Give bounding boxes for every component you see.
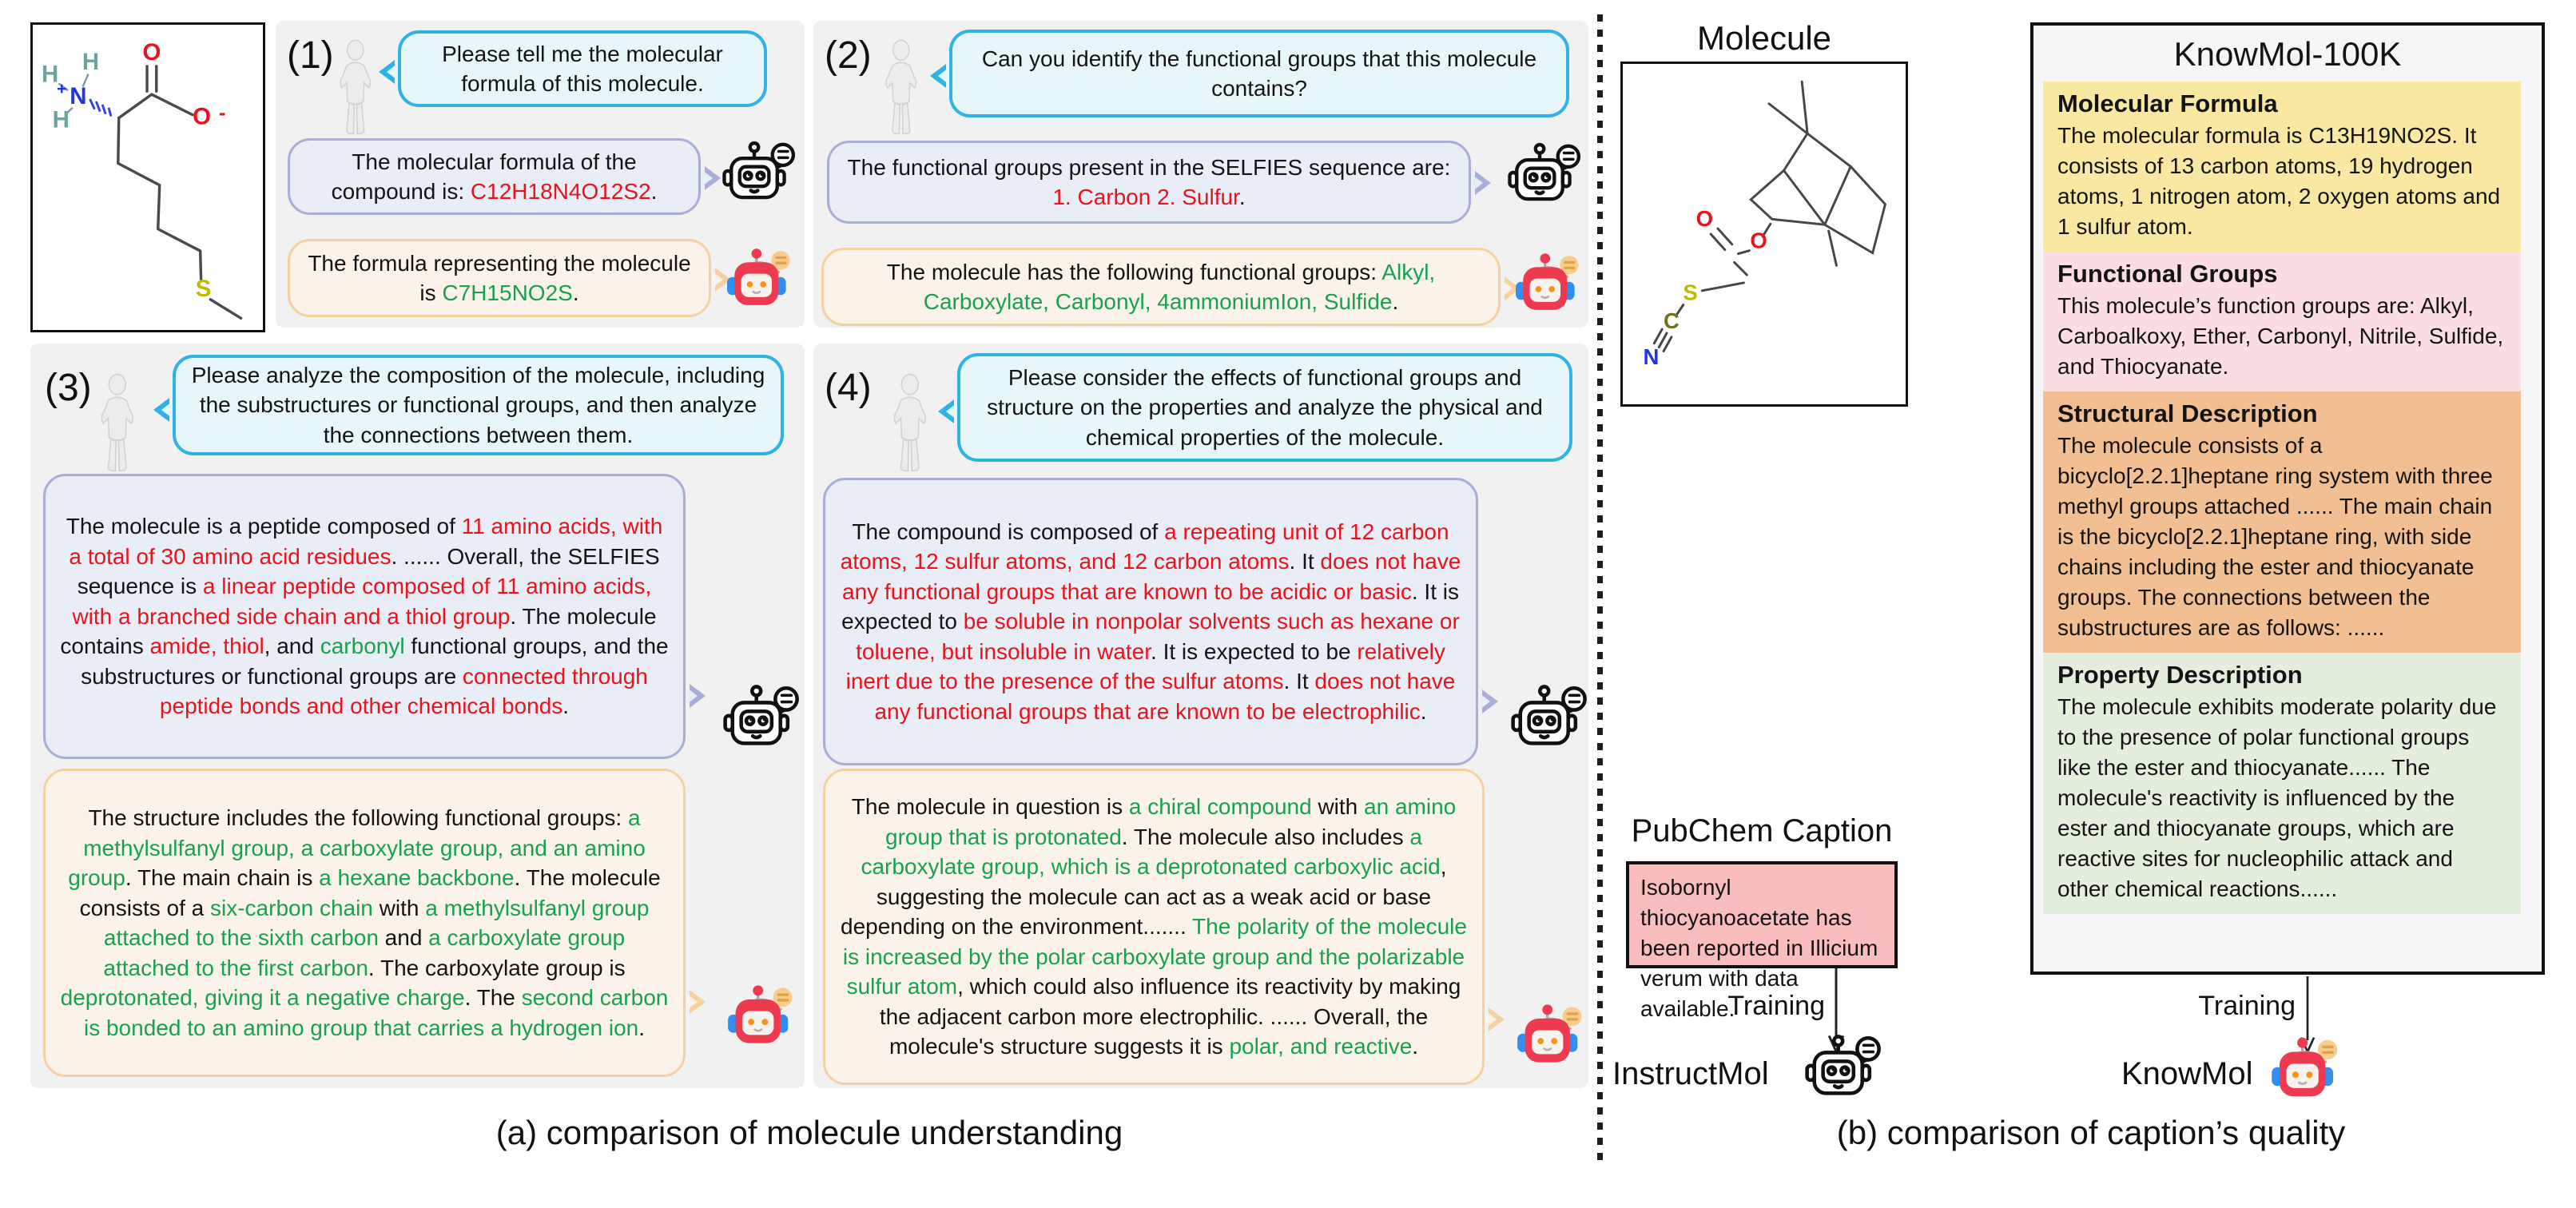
figure-caption-a: (a) comparison of molecule understanding xyxy=(495,1114,1123,1151)
atom-s-icon: S xyxy=(195,275,212,302)
km-section-molecular-formula xyxy=(2043,81,2521,252)
user-question-text: Please tell me the molecular formula of this molecule. xyxy=(442,41,723,96)
panel-1-number: (1) xyxy=(287,34,334,77)
atom-n-icon: N xyxy=(1643,344,1660,370)
panel-1 xyxy=(276,21,805,328)
instructmol-answer-bubble xyxy=(827,141,1471,224)
knowmol-answer-bubble xyxy=(43,769,686,1077)
left-molecule-structure-svg xyxy=(33,25,263,330)
pubchem-title: PubChem Caption xyxy=(1631,813,1893,848)
user-figure-icon xyxy=(88,372,145,475)
user-question-text: Please consider the effects of functional groups and structure on the properties and analyze the physical and chemical properties of the molecule. xyxy=(987,364,1543,450)
knowmol-answer-text: The structure includes the following functional groups: a methylsulfanyl group, a carboxylate group, and an amino group. The main chain is a hexane backbone. The molecule consists of a six-carbon chain with a methylsulfanyl group attached to the sixth carbon and a carboxylate group attached to the first carbon. The carboxylate group is deprotonated, giving it a negative charge. The second carbon is bonded to an amino group that carries a hydrogen ion. xyxy=(60,805,669,1040)
user-figure-icon xyxy=(873,38,928,137)
knowmol-answer-bubble xyxy=(821,248,1501,326)
user-question-bubble xyxy=(949,30,1569,117)
atom-o-icon: O xyxy=(193,103,212,130)
atom-c-icon: C xyxy=(1664,308,1680,333)
instructmol-answer-text: The molecular formula of the compound is: C12H18N4O12S2. xyxy=(331,149,658,204)
charge-plus-icon: + xyxy=(56,78,67,99)
user-question-bubble xyxy=(173,355,784,455)
atom-n-icon: N xyxy=(70,82,87,109)
instructmol-robot-icon xyxy=(722,139,798,208)
user-question-text: Please analyze the composition of the molecule, including the substructures or functional groups, and then analyze the connections between them. xyxy=(191,362,765,447)
panel-4 xyxy=(813,344,1588,1088)
km-section-heading: Structural Description xyxy=(2057,399,2318,427)
instructmol-label: InstructMol xyxy=(1612,1056,1769,1091)
instructmol-answer-text: The compound is composed of a repeating unit of 12 carbon atoms, 12 sulfur atoms, and 12 carbon atoms. It does not have any functional groups that are known to be acidic or basic. It is expected to be soluble in nonpolar solvents such as hexane or toluene, but insoluble in water. It is expected to be relatively inert due to the presence of the sulfur atoms. It does not have any functional groups that are known to be electrophilic. xyxy=(840,519,1461,724)
atom-s-icon: S xyxy=(1683,280,1698,305)
km-section-body: This molecule’s function groups are: Alkyl, Carboalkoxy, Ether, Carbonyl, Nitrile, Sulfide, and Thiocyanate. xyxy=(2057,293,2504,379)
instructmol-robot-icon xyxy=(1507,141,1584,209)
section-divider xyxy=(1597,14,1603,1163)
atom-h-icon: H xyxy=(52,106,70,133)
panel-3 xyxy=(30,344,805,1088)
instructmol-robot-icon xyxy=(722,682,802,754)
knowmol-answer-bubble xyxy=(288,239,711,317)
instructmol-answer-text: The functional groups present in the SELFIES sequence are: 1. Carbon 2. Sulfur. xyxy=(847,154,1451,209)
km-section-heading: Property Description xyxy=(2057,661,2303,689)
knowmol-answer-text: The molecule in question is a chiral compound with an amino group that is protonated. The molecule also includes a carboxylate group, which is a deprotonated carboxylic acid, suggesting the molecule can act as a weak acid or base depending on the environment....... The polarity of the molecule is increased by the polar carboxylate group and the polarizable sulfur atom, which could also influence its reactivity by making the adjacent carbon more electrophilic. ...... Overall, the molecule's structure suggests it is polar, and reactive. xyxy=(841,794,1467,1059)
atom-o-icon: O xyxy=(142,39,161,66)
panel-2 xyxy=(813,21,1588,328)
panel-3-number: (3) xyxy=(45,367,92,409)
knowmol-robot-icon xyxy=(1513,997,1588,1072)
knowmol-robot-icon xyxy=(724,978,799,1053)
instructmol-answer-bubble xyxy=(288,138,701,215)
km-section-heading: Molecular Formula xyxy=(2057,89,2278,117)
atom-o-icon: O xyxy=(1695,206,1713,232)
panel-4-number: (4) xyxy=(825,367,872,409)
instructmol-answer-bubble xyxy=(823,478,1478,765)
km-section-functional-groups xyxy=(2043,252,2521,391)
instructmol-answer-text: The molecule is a peptide composed of 11 amino acids, with a total of 30 amino acid residues. ...... Overall, the SELFIES sequence is a linear peptide composed of 11 amino acids, with a branched side chain and a thiol group. The molecule contains amide, thiol, and carbonyl functional groups, and the substructures or functional groups are connected through peptide bonds and other chemical bonds. xyxy=(60,514,669,719)
left-molecule-image xyxy=(30,22,265,332)
pubchem-caption-text: Isobornyl thiocyanoacetate has been reported in Illicium verum with data available. xyxy=(1640,875,1878,1021)
figure-caption-b: (b) comparison of caption’s quality xyxy=(1836,1114,2346,1151)
knowmol-label: KnowMol xyxy=(2121,1056,2253,1091)
knowmol-panel xyxy=(2030,22,2545,975)
atom-o-icon: O xyxy=(1750,228,1767,253)
knowmol-robot-icon xyxy=(1512,246,1585,320)
km-section-structural-description xyxy=(2043,391,2521,653)
km-section-property-description xyxy=(2043,653,2521,914)
user-question-bubble xyxy=(957,353,1572,462)
user-figure-icon xyxy=(881,372,938,475)
km-section-body: The molecule exhibits moderate polarity due to the presence of polar functional groups like the ester and thiocyanate...... The molecule's reactivity is influenced by the ester and thiocyanate groups, which are reactive sites for nucleophilic attack and other chemical reactions...... xyxy=(2057,694,2497,901)
knowmol-robot-icon xyxy=(2268,1032,2344,1104)
instructmol-robot-icon xyxy=(1804,1032,1884,1104)
user-question-bubble xyxy=(398,30,767,107)
knowmol-answer-text: The formula representing the molecule is C7H15NO2S. xyxy=(308,250,691,305)
instructmol-answer-bubble xyxy=(43,474,686,759)
training-label-left: Training xyxy=(1727,991,1825,1021)
instructmol-robot-icon xyxy=(1510,682,1590,754)
training-label-right: Training xyxy=(2198,991,2296,1021)
panel-2-number: (2) xyxy=(825,34,872,77)
km-section-body: The molecular formula is C13H19NO2S. It consists of 13 carbon atoms, 19 hydrogen atoms, 1 nitrogen atom, 2 oxygen atoms and 1 sulfur atom. xyxy=(2057,123,2501,239)
user-figure-icon xyxy=(327,38,383,137)
atom-h-icon: H xyxy=(81,48,100,75)
knowmol-robot-icon xyxy=(723,241,797,315)
km-section-body: The molecule consists of a bicyclo[2.2.1]heptane ring system with three methyl groups attached ...... The main chain is the bicyclo[2.2.1]heptane ring, with side chains including the ester and thiocyanate groups. The connections between the substructures are as follows: ...... xyxy=(2057,433,2493,640)
right-molecule-title: Molecule xyxy=(1696,19,1832,57)
knowmol-panel-title: KnowMol-100K xyxy=(2173,35,2402,73)
atom-h-icon: H xyxy=(41,61,59,88)
user-question-text: Can you identify the functional groups that this molecule contains? xyxy=(981,46,1537,101)
knowmol-answer-text: The molecule has the following functional groups: Alkyl, Carboxylate, Carbonyl, 4ammoniumIon, Sulfide. xyxy=(886,259,1436,314)
right-molecule-image xyxy=(1620,62,1908,407)
km-section-heading: Functional Groups xyxy=(2057,260,2278,288)
right-molecule-structure-svg xyxy=(1623,64,1906,404)
charge-minus-icon: - xyxy=(218,101,226,125)
knowmol-answer-bubble xyxy=(823,769,1485,1085)
